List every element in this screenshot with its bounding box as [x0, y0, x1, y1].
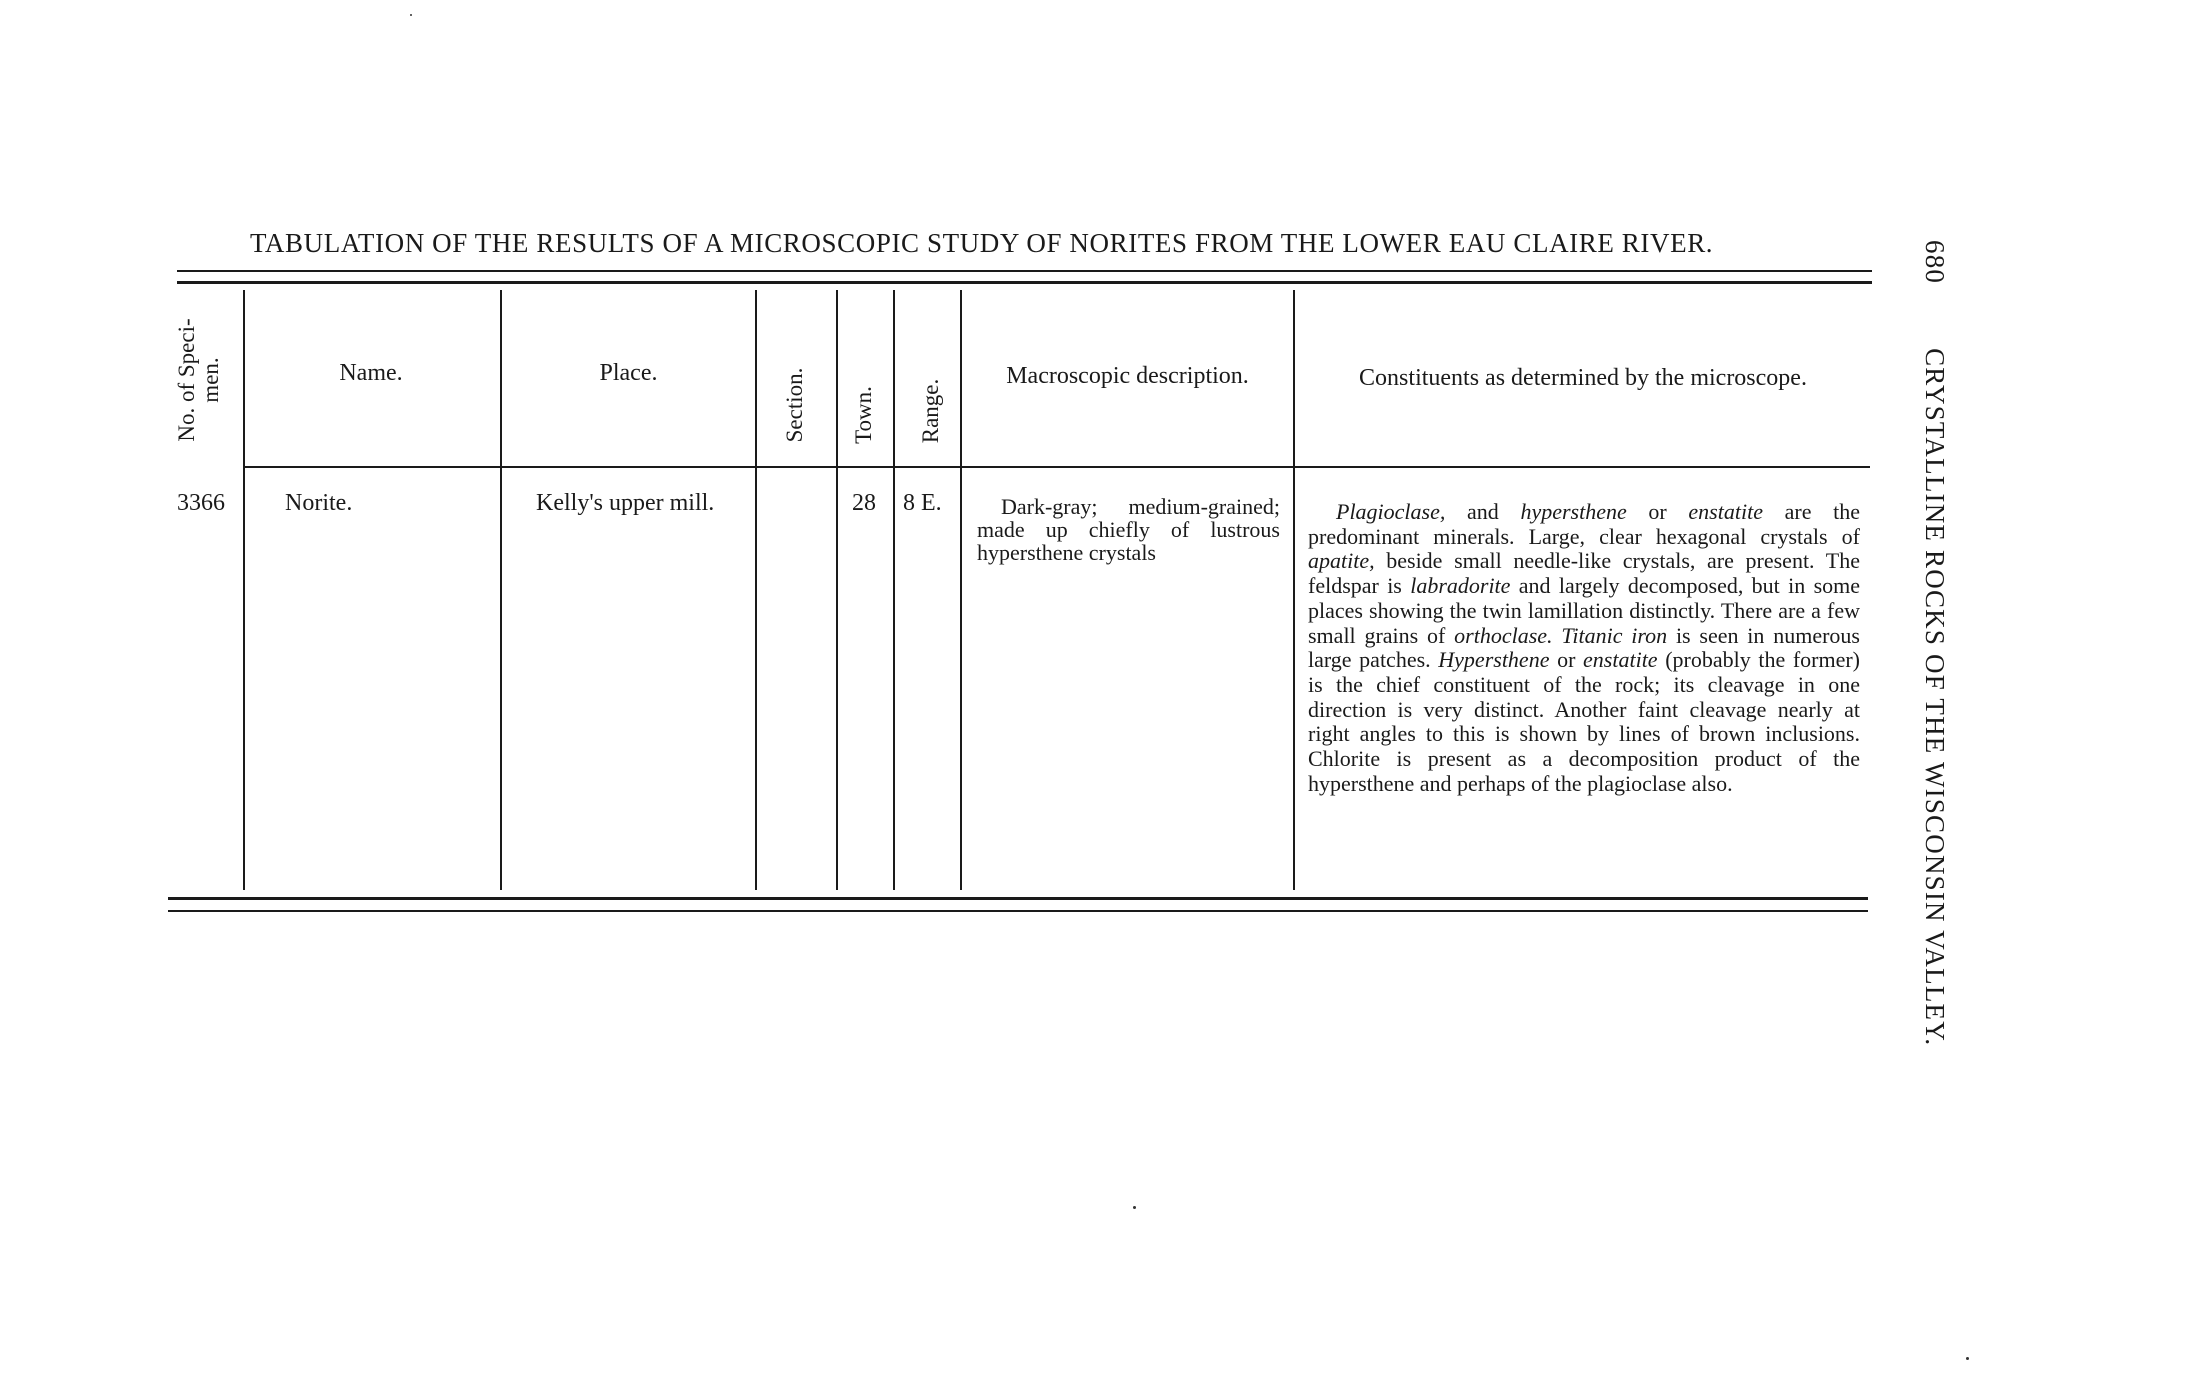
term-plagioclase: Plagioclase, [1336, 499, 1446, 524]
paper-speck [1133, 1206, 1136, 1209]
text-run: or [1626, 499, 1689, 524]
column-divider [893, 290, 895, 890]
text-run: and [1445, 499, 1521, 524]
header-macroscopic: Macroscopic description. [1006, 363, 1249, 389]
column-divider [836, 290, 838, 890]
page-number: 680 [1920, 240, 1950, 285]
cell-specimen-no: 3366 [177, 490, 225, 516]
top-rule-upper [177, 270, 1872, 272]
header-rule [243, 466, 1870, 468]
column-divider [500, 290, 502, 890]
header-town: Town. [851, 386, 876, 444]
header-section: Section. [782, 367, 807, 443]
term-enstatite-2: enstatite [1583, 647, 1658, 673]
top-rule-lower [177, 281, 1872, 284]
text-run: (probably the former) is the chief constituent of the rock; its cleavage in one direction is very distinct. Another faint cleavage nearly at right angles to this is shown by lines of brown inclusions. Chlorite is present as a decomposition product of the hypersthene and perhaps of the plagioclase also. [1308, 647, 1861, 796]
term-labradorite: labradorite [1410, 573, 1511, 599]
column-divider [1293, 290, 1295, 890]
column-divider [755, 290, 757, 890]
cell-range: 8 E. [903, 490, 942, 516]
text-run: and largely decomposed, but in some places showing the twin lamillation distinctly. There are a few small grains of [1308, 573, 1861, 648]
text-run: or [1549, 647, 1584, 673]
text-run: beside small needle-like crystals, are present. The feldspar is [1308, 548, 1860, 599]
paper-speck [410, 14, 412, 16]
column-divider [243, 290, 245, 890]
term-apatite: apatite, [1308, 548, 1375, 574]
header-specimen-no-line1: No. of Speci- [174, 318, 199, 442]
cell-macroscopic: Dark-gray; medium-grained; made up chiefly of lustrous hypersthene crystals [977, 494, 1280, 565]
running-head-title: CRYSTALLINE ROCKS OF THE WISCONSIN VALLEY. [1920, 348, 1950, 1047]
term-titanic-iron: Titanic iron [1561, 622, 1668, 648]
term-hypersthene-2: Hypersthene [1438, 647, 1550, 673]
column-divider [960, 290, 962, 890]
header-specimen-no [175, 310, 225, 450]
header-range: Range. [918, 378, 943, 444]
cell-name: Norite. [285, 490, 353, 516]
running-head [1919, 240, 1950, 1046]
header-specimen-no-line2: men. [198, 357, 223, 403]
bottom-rule-lower [168, 910, 1868, 912]
cell-constituents [1308, 500, 1860, 796]
term-enstatite: enstatite [1688, 499, 1763, 524]
header-constituents: Constituents as determined by the microscope. [1359, 365, 1807, 391]
cell-town: 28 [852, 490, 876, 516]
bottom-rule-upper [168, 897, 1868, 900]
paper-speck [1966, 1357, 1969, 1360]
text-run: are the predominant minerals. Large, clear hexagonal crystals of [1308, 499, 1861, 549]
term-hypersthene: hypersthene [1520, 499, 1627, 524]
header-place: Place. [599, 360, 658, 386]
text-run: is seen in numerous large patches. [1308, 622, 1860, 673]
table-title: TABULATION OF THE RESULTS OF A MICROSCOPIC STUDY OF NORITES FROM THE LOWER EAU CLAIRE RIVER. [250, 228, 1714, 258]
term-orthoclase: orthoclase. [1454, 622, 1553, 648]
header-name: Name. [339, 360, 403, 386]
cell-place: Kelly's upper mill. [536, 490, 715, 516]
